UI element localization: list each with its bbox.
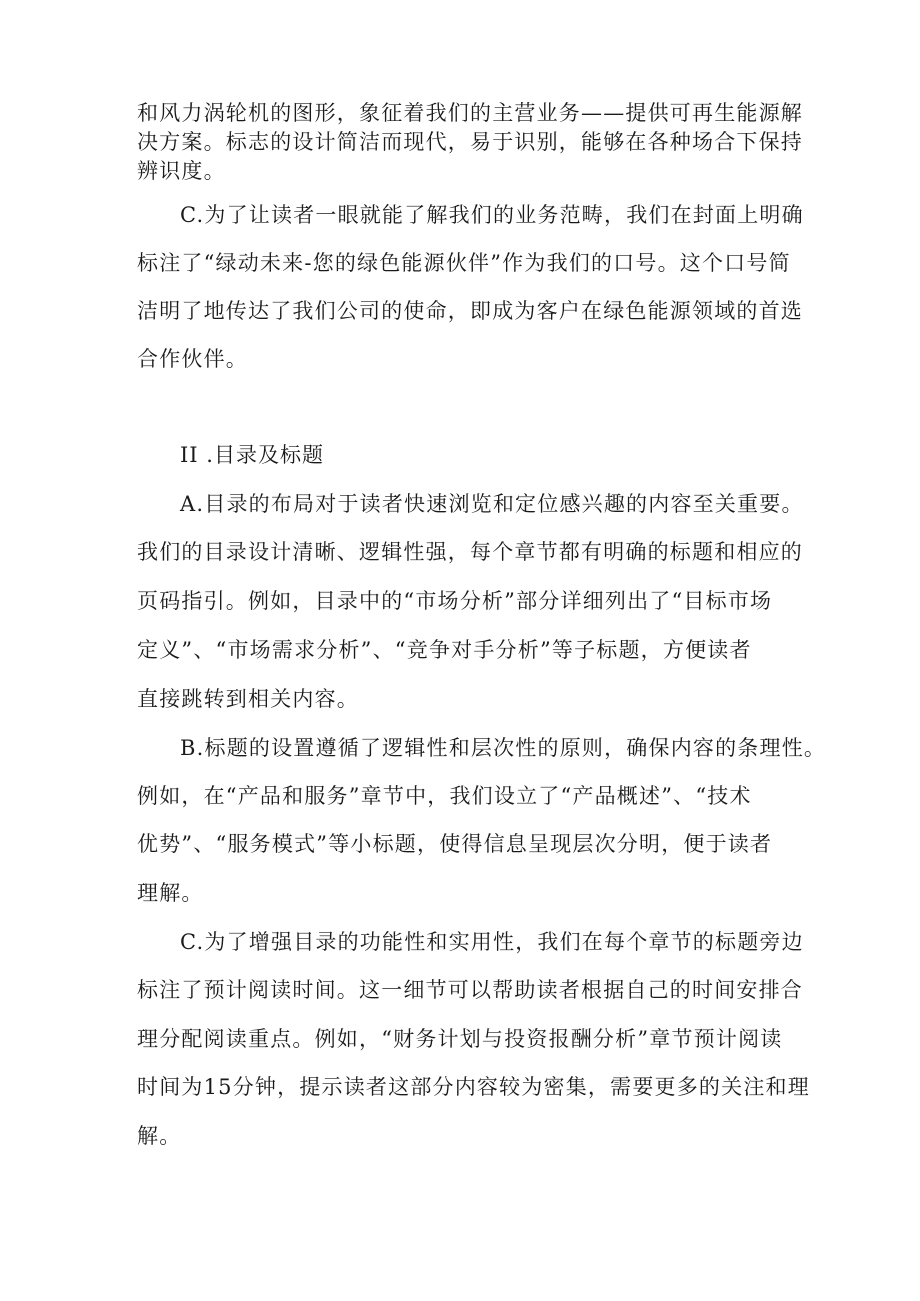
- text-line: A.目录的布局对于读者快速浏览和定位感兴趣的内容至关重要。: [180, 492, 804, 516]
- text-line: 直接跳转到相关内容。: [137, 687, 359, 711]
- text-line: B.标题的设置遵循了逻辑性和层次性的原则，确保内容的条理性。: [180, 736, 827, 760]
- text-line: 标注了预计阅读时间。这一细节可以帮助读者根据自己的时间安排合: [137, 978, 803, 1002]
- text-line: 决方案。标志的设计简洁而现代，易于识别，能够在各种场合下保持: [137, 130, 803, 154]
- text-line: 例如，在“产品和服务”章节中，我们设立了“产品概述”、“技术: [137, 784, 752, 808]
- text-line: 页码指引。例如，目录中的“市场分析”部分详细列出了“目标市场: [137, 589, 773, 613]
- text-line: C.为了让读者一眼就能了解我们的业务范畴，我们在封面上明确: [180, 203, 804, 227]
- text-line: 优势”、“服务模式”等小标题，使得信息呈现层次分明，便于读者: [137, 832, 773, 856]
- text-line: 理分配阅读重点。例如，“财务计划与投资报酬分析”章节预计阅读: [137, 1027, 783, 1051]
- text-line: 定义”、“市场需求分析”、“竞争对手分析”等子标题，方便读者: [137, 638, 752, 662]
- text-line: 解。: [137, 1124, 182, 1148]
- text-line: 辨识度。: [137, 159, 226, 183]
- text-line: 洁明了地传达了我们公司的使命，即成为客户在绿色能源领域的首选: [137, 299, 803, 323]
- text-line: C.为了增强目录的功能性和实用性，我们在每个章节的标题旁边: [180, 930, 804, 954]
- text-line: 我们的目录设计清晰、逻辑性强，每个章节都有明确的标题和相应的: [137, 540, 803, 564]
- text-line: 理解。: [137, 881, 204, 905]
- section-heading: II .目录及标题: [180, 443, 324, 467]
- text-line: 合作伙伴。: [137, 347, 248, 371]
- text-line: 时间为15分钟，提示读者这部分内容较为密集，需要更多的关注和理: [137, 1075, 810, 1099]
- text-line: 标注了“绿动未来-您的绿色能源伙伴”作为我们的口号。这个口号简: [137, 251, 791, 275]
- text-line: 和风力涡轮机的图形，象征着我们的主营业务——提供可再生能源解: [137, 101, 803, 125]
